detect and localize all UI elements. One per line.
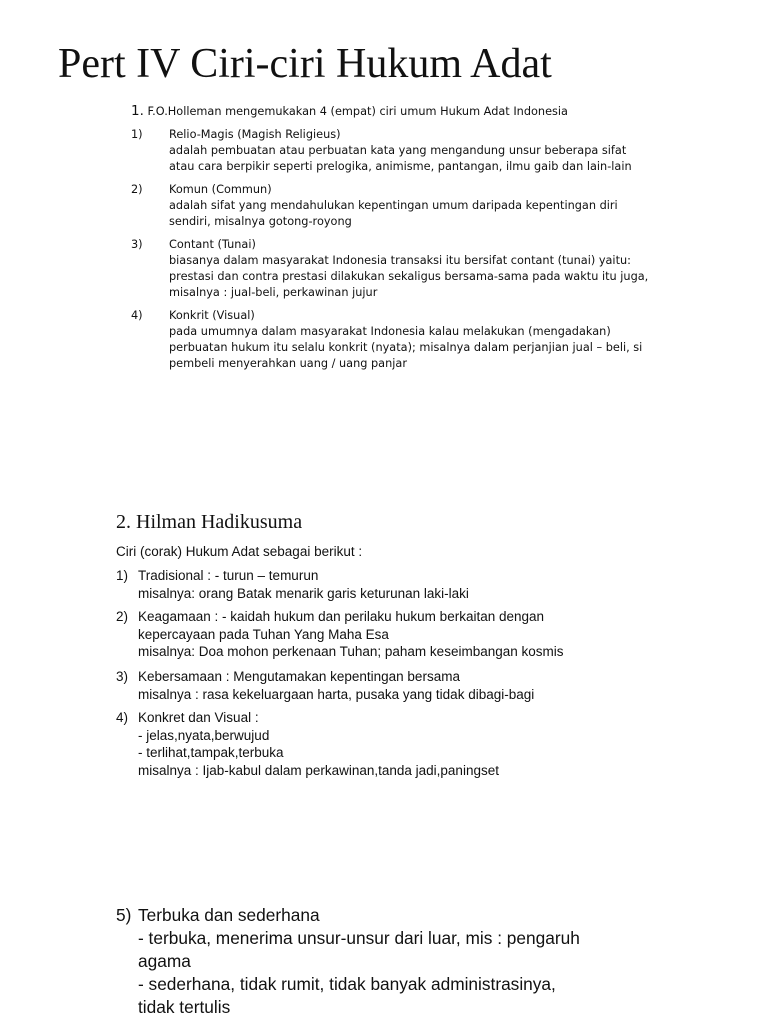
list-marker: 3) <box>131 238 143 251</box>
list-item-heading: Kebersamaan : Mengutamakan kepentingan bersama <box>138 669 460 684</box>
list-item-line: - sederhana, tidak rumit, tidak banyak administrasinya, <box>138 974 556 994</box>
list-item-line: agama <box>138 951 191 971</box>
list-item-line: misalnya: orang Batak menarik garis keturunan laki-laki <box>138 585 469 601</box>
list-marker: 1) <box>116 568 129 583</box>
list-item-line: - terbuka, menerima unsur-unsur dari luar, mis : pengaruh <box>138 928 580 948</box>
section1-number: 1. <box>131 103 144 119</box>
list-item-heading: Tradisional : - turun – temurun <box>138 568 319 583</box>
list-item-line: prestasi dan contra prestasi dilakukan sekaligus bersama-sama pada waktu itu juga, <box>169 270 649 283</box>
section1-intro-text: F.O.Holleman mengemukakan 4 (empat) ciri umum Hukum Adat Indonesia <box>147 105 568 118</box>
list-marker: 4) <box>131 309 143 322</box>
list-item-line: - terlihat,tampak,terbuka <box>138 745 284 760</box>
list-item-heading: Contant (Tunai) <box>169 238 256 251</box>
list-item-line: perbuatan hukum itu selalu konkrit (nyata); misalnya dalam perjanjian jual – beli, si <box>169 341 643 354</box>
list-item-line: atau cara berpikir seperti prelogika, animisme, pantangan, ilmu gaib dan lain-lain <box>169 160 632 173</box>
list-item-body <box>169 182 669 230</box>
list-item-body <box>138 608 698 661</box>
list-item-line: adalah sifat yang mendahulukan kepentingan umum daripada kepentingan diri <box>169 199 618 212</box>
list-item-line: tidak tertulis <box>138 997 231 1017</box>
list-item-line: kepercayaan pada Tuhan Yang Maha Esa <box>138 626 389 642</box>
list-item-line: misalnya : rasa kekeluargaan harta, pusaka yang tidak dibagi-bagi <box>138 686 535 702</box>
page-title: Pert IV Ciri-ciri Hukum Adat <box>58 41 552 87</box>
list-item-body <box>169 237 669 301</box>
section2-heading: 2. Hilman Hadikusuma <box>116 511 303 533</box>
list-item-line: pada umumnya dalam masyarakat Indonesia kalau melakukan (mengadakan) <box>169 325 611 338</box>
list-marker: 3) <box>116 669 129 684</box>
list-item-heading: Komun (Commun) <box>169 183 272 196</box>
list-item-heading: Keagamaan : - kaidah hukum dan perilaku hukum berkaitan dengan <box>138 609 545 624</box>
list-item-body <box>169 308 669 372</box>
list-marker: 5) <box>116 905 132 925</box>
list-marker: 2) <box>116 609 129 624</box>
list-item-body <box>169 127 669 175</box>
section1-intro <box>131 103 568 120</box>
list-item-line: - jelas,nyata,berwujud <box>138 727 270 743</box>
list-item-body <box>138 567 698 602</box>
list-item-body <box>138 668 698 703</box>
list-item-line: misalnya: Doa mohon perkenaan Tuhan; paham keseimbangan kosmis <box>138 644 564 659</box>
list-marker: 2) <box>131 183 143 196</box>
list-item-line: adalah pembuatan atau perbuatan kata yang mengandung unsur beberapa sifat <box>169 144 627 157</box>
list-item-heading: Relio-Magis (Magish Religieus) <box>169 128 341 141</box>
list-marker: 1) <box>131 128 143 141</box>
list-marker: 4) <box>116 710 129 725</box>
list-item-heading: Terbuka dan sederhana <box>138 905 320 925</box>
list-item-line: pembeli menyerahkan uang / uang panjar <box>169 357 407 370</box>
list-item-heading: Konkret dan Visual : <box>138 710 259 725</box>
list-item-body <box>138 709 698 779</box>
section2-intro: Ciri (corak) Hukum Adat sebagai berikut : <box>116 544 363 559</box>
list-item-body <box>138 904 698 1019</box>
list-item-line: misalnya : jual-beli, perkawinan jujur <box>169 286 378 299</box>
list-item-line: biasanya dalam masyarakat Indonesia transaksi itu bersifat contant (tunai) yaitu: <box>169 254 631 267</box>
list-item-heading: Konkrit (Visual) <box>169 309 255 322</box>
list-item-line: sendiri, misalnya gotong-royong <box>169 215 352 228</box>
list-item-line: misalnya : Ijab-kabul dalam perkawinan,tanda jadi,paningset <box>138 762 499 778</box>
